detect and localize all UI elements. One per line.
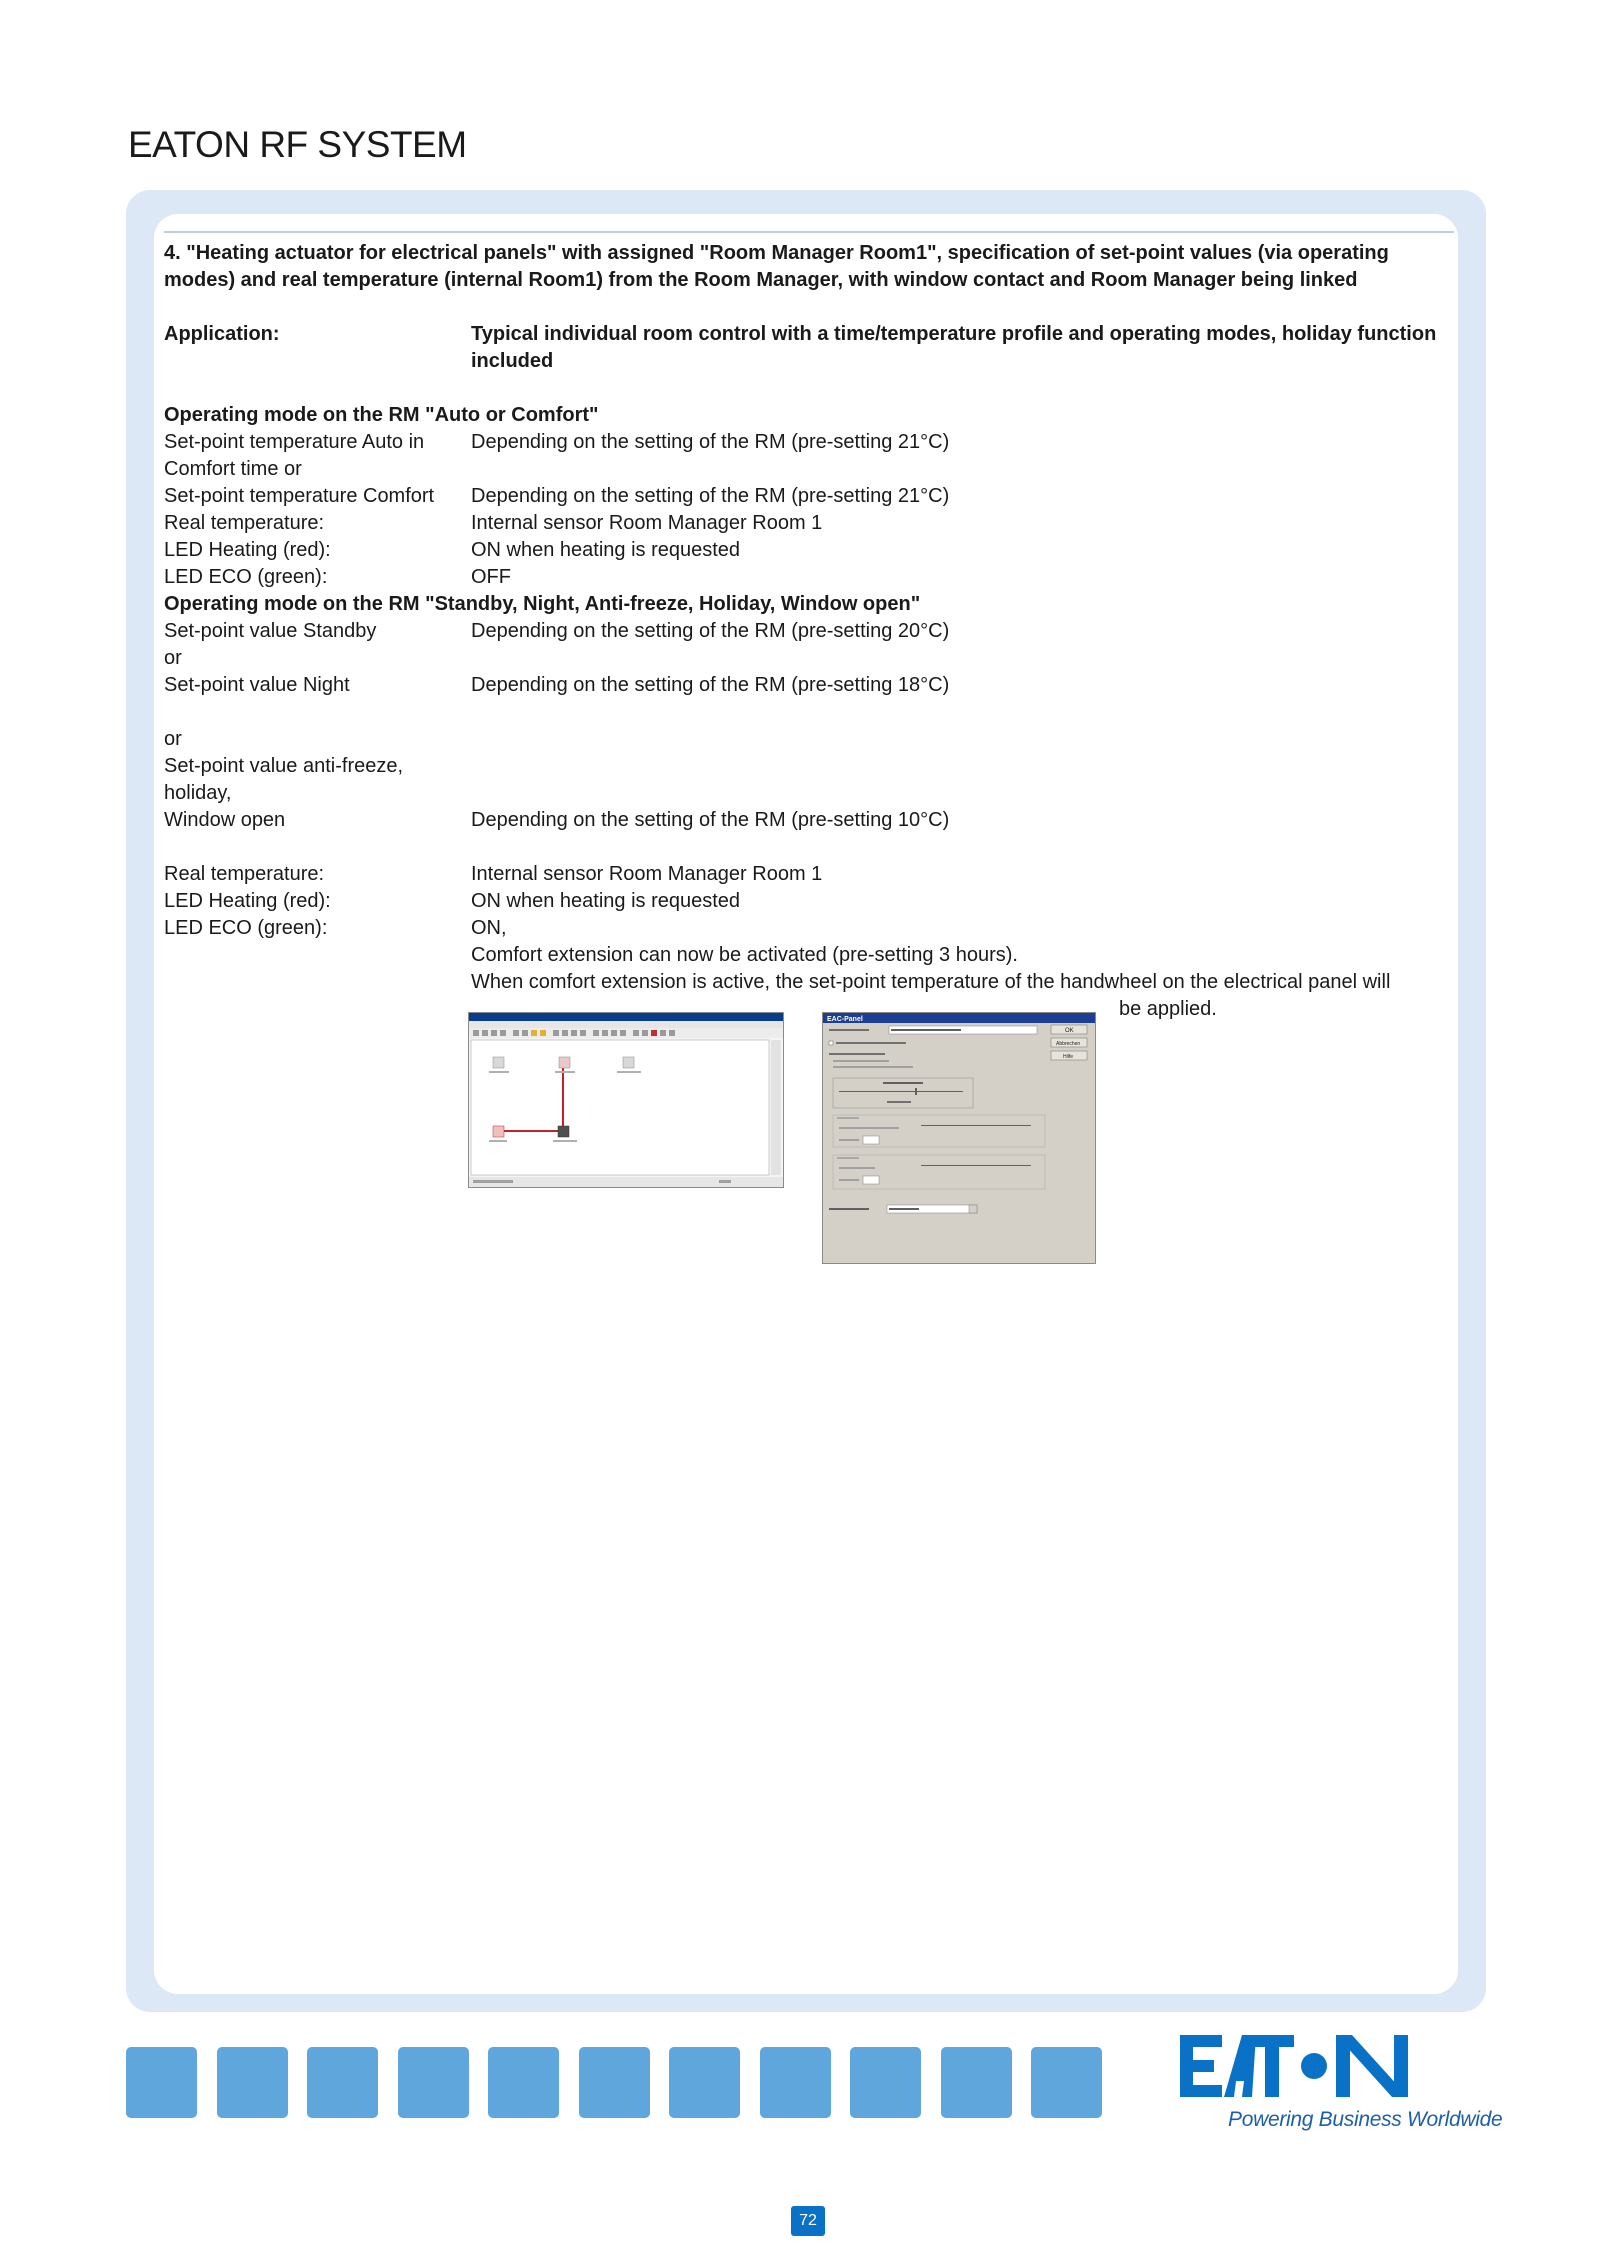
decorative-square [126,2047,197,2118]
decorative-square [488,2047,559,2118]
software-screenshot-topology [468,1012,784,1188]
spec-label: or [164,728,182,750]
spec-value: Depending on the setting of the RM (pre-setting 10°C) [471,809,950,831]
spec-label: Comfort time or [164,458,302,480]
spec-row [164,861,1454,888]
spec-row [164,618,1454,645]
mode1-heading: Operating mode on the RM "Auto or Comfort" [164,404,599,426]
spec-value [471,645,1454,672]
spec-row [164,564,1454,591]
spec-row [164,456,1454,483]
decorative-square [760,2047,831,2118]
decorative-squares [126,2047,1102,2118]
spec-row [164,483,1454,510]
spec-value: Depending on the setting of the RM (pre-setting 18°C) [471,674,950,696]
document-title: EATON RF SYSTEM [128,124,467,165]
spec-value [471,753,1454,807]
spec-label [164,942,471,969]
application-text: Typical individual room control with a time/temperature profile and operating modes, holiday function included [471,323,1437,372]
spec-value: ON when heating is requested [471,539,741,561]
spec-value: Depending on the setting of the RM (pre-setting 20°C) [471,620,950,642]
dialog-title: EAC-Panel [827,1016,863,1023]
decorative-square [579,2047,650,2118]
spec-row [164,969,1454,996]
mode2-rows-c [164,861,1454,996]
spec-row [164,645,1454,672]
spec-label: LED Heating (red): [164,539,331,561]
spec-row [164,429,1454,456]
spec-value: OFF [471,566,511,588]
spec-label: Set-point temperature Auto in [164,431,425,453]
decorative-square [669,2047,740,2118]
spec-value: Depending on the setting of the RM (pre-setting 21°C) [471,431,950,453]
spec-label: LED ECO (green): [164,917,328,939]
eac-panel-dialog-graphic [823,1013,1095,1263]
spec-value [471,726,1454,753]
spec-label: or [164,647,182,669]
page-number: 72 [791,2206,825,2236]
spec-label: Set-point value Night [164,674,350,696]
brand-tagline: Powering Business Worldwide [1228,2108,1503,2131]
spec-row [164,753,1454,807]
spec-label [164,969,471,996]
decorative-square [398,2047,469,2118]
decorative-square [850,2047,921,2118]
topology-window-graphic [469,1013,783,1187]
help-button-label: Hilfe [1063,1054,1074,1060]
section-body [164,240,1454,1023]
spec-label: LED ECO (green): [164,566,328,588]
mode2-rows-b [164,726,1454,834]
tail-row [164,996,1454,1023]
spec-value: Comfort extension can now be activated (pre-setting 3 hours). [471,944,1018,966]
spec-row [164,537,1454,564]
spec-label: Set-point value Standby [164,620,377,642]
application-label: Application: [164,323,280,345]
spec-value: Internal sensor Room Manager Room 1 [471,512,823,534]
section-divider [164,231,1454,233]
spec-row [164,807,1454,834]
spec-label: Set-point value anti-freeze, holiday, [164,755,404,804]
cancel-button-label: Abbrechen [1056,1041,1081,1047]
spec-label: Window open [164,809,286,831]
software-screenshot-eac-panel [822,1012,1096,1264]
spec-value [471,456,1454,483]
tail-text: be applied. [1119,998,1217,1020]
spec-row [164,942,1454,969]
spec-value: ON when heating is requested [471,890,741,912]
decorative-square [1031,2047,1102,2118]
application-row [164,321,1454,375]
spec-label: LED Heating (red): [164,890,331,912]
mode2-heading: Operating mode on the RM "Standby, Night, Anti-freeze, Holiday, Window open" [164,593,921,615]
section-heading: 4. "Heating actuator for electrical panels" with assigned "Room Manager Room1", specification of set-point values (via operating modes) and real temperature (internal Room1) from the Room Manager, with window contact and Room Manager being linked [164,242,1389,291]
spec-value: Internal sensor Room Manager Room 1 [471,863,823,885]
spec-row [164,726,1454,753]
spec-row [164,510,1454,537]
spec-row [164,672,1454,699]
decorative-square [307,2047,378,2118]
ok-button-label: OK [1065,1028,1074,1034]
spec-value: When comfort extension is active, the set-point temperature of the handwheel on the electrical panel will [471,971,1391,993]
eaton-logo [1180,2035,1408,2097]
spec-label: Real temperature: [164,512,325,534]
spec-value: Depending on the setting of the RM (pre-setting 21°C) [471,485,950,507]
spec-label: Set-point temperature Comfort [164,485,435,507]
mode1-rows [164,429,1454,591]
spec-value: ON, [471,917,507,939]
mode2-rows-a [164,618,1454,699]
spec-row [164,915,1454,942]
decorative-square [941,2047,1012,2118]
spec-label: Real temperature: [164,863,325,885]
spec-row [164,888,1454,915]
decorative-square [217,2047,288,2118]
